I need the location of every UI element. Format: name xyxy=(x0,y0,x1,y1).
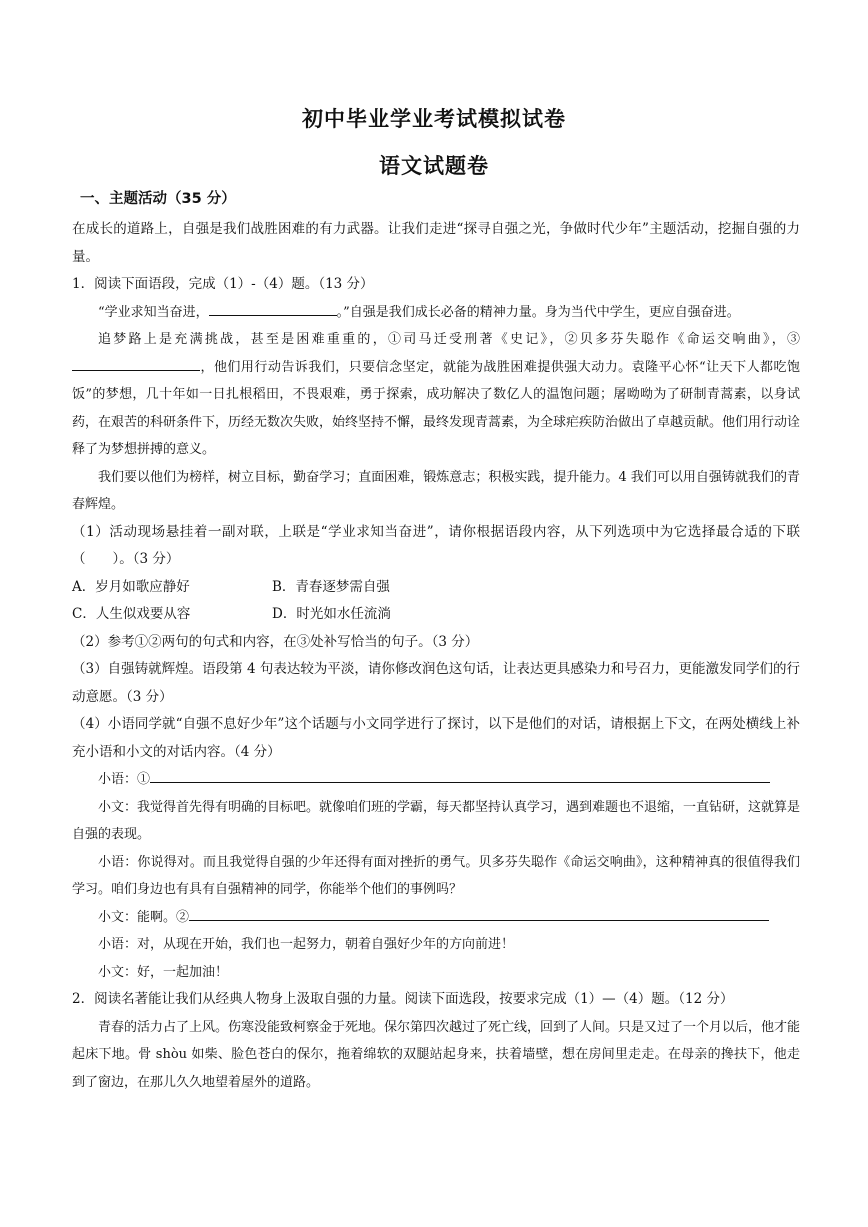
dialog-line: 小文：好，一起加油！ xyxy=(98,964,229,980)
sub-question-text: （1）活动现场悬挂着一副对联，上联是“学业求知当奋进”，请你根据语段内容，从下列选项中为它选择最 xyxy=(72,523,731,540)
sub-question-3: （3）自强铸就辉煌。语段第 4 句表达较为平淡，请你修改润色这句话，让表达更具感染力和号召力，更能激发同学们的行动意愿。（3 分） xyxy=(72,661,800,705)
exam-subtitle: 语文试题卷 xyxy=(379,154,489,178)
section-intro: 在成长的道路上，自强是我们战胜困难的有力武器。让我们走进“探寻自强之光，争做时代少年”主题活动，挖掘自强的力量。 xyxy=(72,221,800,265)
section-heading: 一、主题活动（35 分） xyxy=(80,191,236,207)
dialog-text: 小文：能啊。② xyxy=(98,909,190,925)
dialog-line xyxy=(72,904,800,932)
passage-paragraph-2 xyxy=(72,326,800,464)
options-row xyxy=(72,574,800,602)
answer-blank[interactable] xyxy=(209,301,337,316)
answer-line[interactable] xyxy=(189,906,769,921)
sub-question-text: 的下联（ ）。（3 分） xyxy=(72,523,801,567)
dialog-line: 小语：你说得对。而且我觉得自强的少年还得有面对挫折的勇气。贝多芬失聪作《命运交响曲》，这种精神真的很值得我们学习。咱们身边也有具有自强精神的同学，你能举个他们的事例吗？ xyxy=(72,854,800,897)
exam-title: 初中毕业学业考试模拟试卷 xyxy=(302,107,566,131)
option-d[interactable]: D．时光如水任流淌 xyxy=(272,606,391,622)
passage-text: 。”自强是我们成长必备的精神力量。身为当代中学生，更应自强奋进。 xyxy=(336,304,740,320)
emphasis-char: 适 xyxy=(744,523,759,540)
options-row xyxy=(72,601,800,629)
option-a[interactable]: A．岁月如歌应静好 xyxy=(72,578,190,595)
exam-content xyxy=(72,188,800,1096)
dialog-line: 小语：对，从现在开始，我们也一起努力，朝着自强好少年的方向前进！ xyxy=(98,937,515,952)
answer-blank[interactable] xyxy=(72,356,200,371)
emphasis-char: 合 xyxy=(730,523,745,540)
passage-text: “学业求知当奋进， xyxy=(98,304,209,320)
passage-paragraph-3: 我们要以他们为榜样，树立目标，勤奋学习；直面困难，锻炼意志；积极实践，提升能力。4 我们可以用自强铸就我们的青春辉煌。 xyxy=(72,469,800,512)
question-1-stem: 1．阅读下面语段，完成（1）-（4）题。（13 分） xyxy=(72,276,374,292)
passage-text: 追梦路上是充满挑战，甚至是困难重重的，①司马迁受刑著《史记》，②贝多芬失聪作《命运交响曲》，③ xyxy=(98,332,800,347)
passage-text: ，他们用行动告诉我们，只要信念坚定，就能为战胜困难提供强大动力。袁隆平心怀“让天下人都吃饱饭”的梦想，几十年如一日扎根稻田，不畏艰难，勇于探索，成功解决了数亿人的温饱问题；屠呦呦为了研制青蒿素，以身试药，在艰苦的科研条件下，历经无数次失败，始终坚持不懈，最终发现青蒿素，为全球疟疾防治做出了卓越贡献。他们用行动诠释了为梦想拼搏的意义。 xyxy=(72,359,801,457)
passage-paragraph-1 xyxy=(72,299,800,327)
dialog-text: 小语：① xyxy=(98,772,151,787)
sub-question-1 xyxy=(72,519,800,574)
dialog-line xyxy=(72,766,800,794)
option-b[interactable]: B．青春逐梦需自强 xyxy=(272,578,390,595)
novel-excerpt: 青春的活力占了上风。伤寒没能致柯察金于死地。保尔第四次越过了死亡线，回到了人间。只是又过了一个月以后，他才能起床下地。骨 shòu 如柴、脸色苍白的保尔，拖着绵软的双腿站起身来，扶着墙壁，想在房间里走走。在母亲的搀扶下，他走到了窗边，在那儿久久地望着屋外的道路。 xyxy=(72,1019,801,1090)
dialog-line: 小文：我觉得首先得有明确的目标吧。就像咱们班的学霸，每天都坚持认真学习，遇到难题也不退缩，一直钻研，这就算是自强的表现。 xyxy=(72,799,801,842)
sub-question-4: （4）小语同学就“自强不息好少年”这个话题与小文同学进行了探讨，以下是他们的对话，请根据上下文，在两处横线上补充小语和小文的对话内容。（4 分） xyxy=(72,716,800,760)
question-2-stem: 2．阅读名著能让我们从经典人物身上汲取自强的力量。阅读下面选段，按要求完成（1）—（4）题。（12 分） xyxy=(72,991,734,1007)
answer-line[interactable] xyxy=(150,768,770,783)
option-c[interactable]: C．人生似戏要从容 xyxy=(72,606,191,622)
sub-question-2: （2）参考①②两句的句式和内容，在③处补写恰当的句子。（3 分） xyxy=(72,633,479,650)
